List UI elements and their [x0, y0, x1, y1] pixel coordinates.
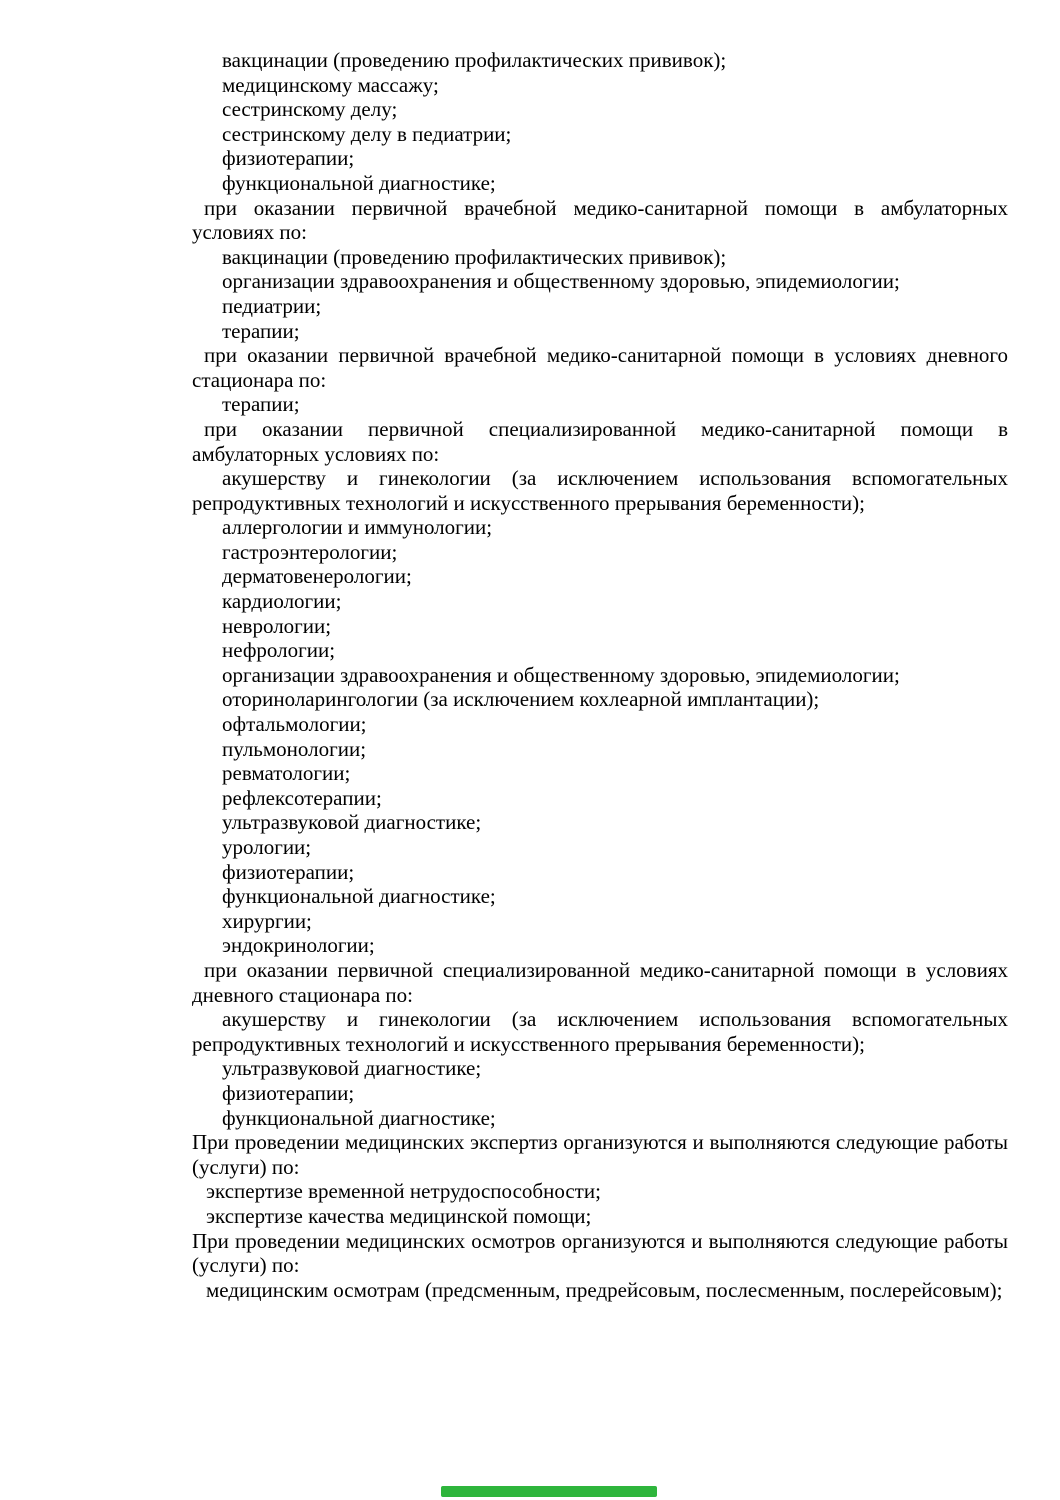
list-item: организации здравоохранения и общественному здоровью, эпидемиологии;: [222, 269, 900, 294]
list-item: терапии;: [222, 318, 300, 343]
list-item: нефрологии;: [222, 638, 336, 663]
paragraph: при оказании первичной врачебной медико-санитарной помощи в условиях дневного стационара по:: [192, 343, 1008, 392]
list-item: ультразвуковой диагностике;: [222, 810, 482, 835]
list-item: физиотерапии;: [222, 1080, 355, 1105]
list-item: вакцинации (проведению профилактических прививок);: [222, 48, 727, 72]
list-item: ревматологии;: [222, 761, 351, 786]
list-item: медицинскому массажу;: [222, 72, 439, 97]
list-item: физиотерапии;: [222, 146, 355, 171]
paragraph: При проведении медицинских экспертиз организуются и выполняются следующие работы (услуги) по:: [192, 1130, 1008, 1179]
list-item: физиотерапии;: [222, 859, 355, 884]
list-item: функциональной диагностике;: [222, 170, 496, 195]
list-item: акушерству и гинекологии (за исключением использования вспомогательных репродуктивных технологий и искусственного прерывания беременности);: [192, 1007, 1008, 1056]
list-item: экспертизе временной нетрудоспособности;: [206, 1179, 601, 1204]
list-item: пульмонологии;: [222, 736, 367, 761]
list-item: ультразвуковой диагностике;: [222, 1056, 482, 1081]
list-item: терапии;: [222, 392, 300, 417]
list-item: вакцинации (проведению профилактических прививок);: [222, 244, 727, 269]
list-item: организации здравоохранения и общественному здоровью, эпидемиологии;: [222, 662, 900, 687]
list-item: медицинским осмотрам (предсменным, предрейсовым, послесменным, послерейсовым);: [206, 1277, 1003, 1302]
list-item: оториноларингологии (за исключением кохлеарной имплантации);: [222, 687, 820, 712]
list-item: педиатрии;: [222, 293, 322, 318]
list-item: акушерству и гинекологии (за исключением использования вспомогательных репродуктивных технологий и искусственного прерывания беременности);: [192, 466, 1008, 515]
list-item: дерматовенерологии;: [222, 564, 412, 589]
paragraph: при оказании первичной врачебной медико-санитарной помощи в амбулаторных условиях по:: [192, 195, 1008, 245]
list-item: сестринскому делу в педиатрии;: [222, 121, 512, 146]
document-text: [192, 48, 1008, 1302]
list-item: кардиологии;: [222, 589, 342, 614]
paragraph: при оказании первичной специализированной медико-санитарной помощи в амбулаторных условиях по:: [192, 416, 1008, 466]
list-item: рефлексотерапии;: [222, 785, 382, 810]
list-item: сестринскому делу;: [222, 97, 398, 122]
list-item: хирургии;: [222, 908, 312, 933]
list-item: аллергологии и иммунологии;: [222, 515, 493, 540]
list-item: гастроэнтерологии;: [222, 539, 398, 564]
list-item: эндокринологии;: [222, 933, 375, 958]
list-item: функциональной диагностике;: [222, 884, 496, 909]
list-item: офтальмологии;: [222, 712, 367, 737]
paragraph: при оказании первичной специализированной медико-санитарной помощи в условиях дневного стационара по:: [192, 957, 1008, 1007]
list-item: функциональной диагностике;: [222, 1105, 496, 1130]
list-item: экспертизе качества медицинской помощи;: [206, 1203, 592, 1228]
list-item: неврологии;: [222, 613, 332, 638]
paragraph: При проведении медицинских осмотров организуются и выполняются следующие работы (услуги) по:: [192, 1228, 1008, 1278]
bottom-green-bar: [441, 1486, 657, 1497]
list-item: урологии;: [222, 835, 312, 859]
